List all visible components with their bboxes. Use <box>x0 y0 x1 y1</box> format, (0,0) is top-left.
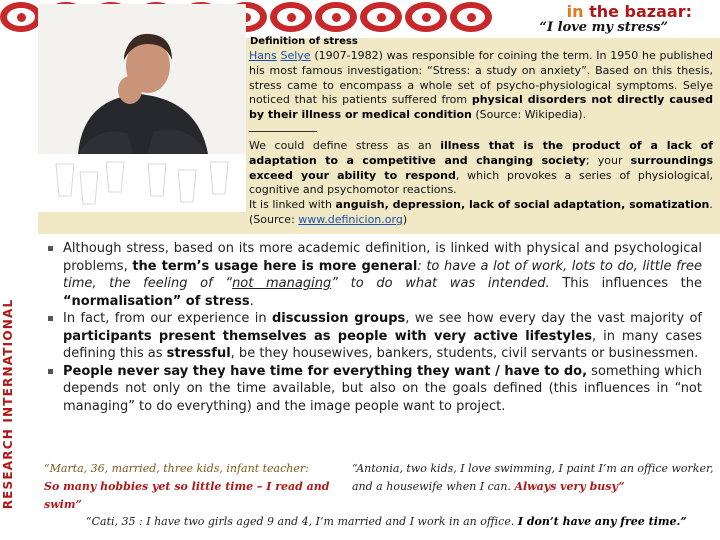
divider-line <box>249 131 317 132</box>
definition-title: Definition of stress <box>250 36 358 47</box>
quote-cati: “Cati, 35 : I have two girls aged 9 and 4, I’m married and I work in an office. I don’t have any free time.” <box>86 515 687 528</box>
ring-decoration <box>270 2 312 32</box>
ring-decoration <box>0 2 42 32</box>
tagline: “I love my stress” <box>539 20 668 35</box>
ring-decoration <box>450 2 492 32</box>
bullet-list <box>44 240 702 415</box>
definition-paragraph-2: We could define stress as an illness that is the product of a lack of adaptation to a competitive and changing society; your surroundings exceed your ability to respond, which provokes a series of physiological, cognitive and psychomotor reactions. It is linked with anguish, depression, lack of social adaptation, somatization. (Source: www.definicion.org) <box>249 139 713 226</box>
ring-decoration <box>315 2 357 32</box>
brand-part-in: in <box>566 2 584 21</box>
bullet-item: Although stress, based on its more academic definition, is linked with physical and psychological problems, the term’s usage here is more general: to have a lot of work, lots to do, little free time, the feeling of “not managing” to do what was intended. This influences the “normalisation” of stress. <box>44 240 702 310</box>
quote-marta: “Marta, 36, married, three kids, infant teacher: So many hobbies yet so little time – I read and swim” <box>44 462 330 511</box>
hans-link[interactable]: Hans <box>249 49 277 62</box>
bullet-item: People never say they have time for everything they want / have to do, something which depends not only on the time available, but also on the goals defined (this influences in “not managing” to do everything) and the image people want to project. <box>44 363 702 416</box>
bullet-item: In fact, from our experience in discussion groups, we see how every day the vast majority of participants present themselves as people with very active lifestyles, in many cases defining this as stressful, be they housewives, bankers, students, civil servants or businessmen. <box>44 310 702 363</box>
selye-link[interactable]: Selye <box>280 49 311 62</box>
ring-decoration <box>360 2 402 32</box>
brand-part-bazaar: the bazaar: <box>589 2 692 21</box>
definicion-link[interactable]: www.definicion.org <box>298 212 403 226</box>
quote-antonia: “Antonia, two kids, I love swimming, I paint I’m an office worker, and a housewife when I can. Always very busy” <box>352 462 714 493</box>
ring-decoration <box>405 2 447 32</box>
definition-paragraph-1: Hans Selye (1907-1982) was responsible for coining the term. In 1950 he published his most famous investigation: “Stress: a study on anxiety”. Based on this thesis, stress came to encompass a whole set of psycho-physiological symptoms. Selye noticed that his patients suffered from physical disorders not directly caused by their illness or medical condition (Source: Wikipedia). <box>249 49 714 122</box>
brand-title <box>567 2 692 21</box>
research-international-label: RESEARCH INTERNATIONAL <box>1 298 15 510</box>
stressed-man-photo <box>38 4 246 212</box>
